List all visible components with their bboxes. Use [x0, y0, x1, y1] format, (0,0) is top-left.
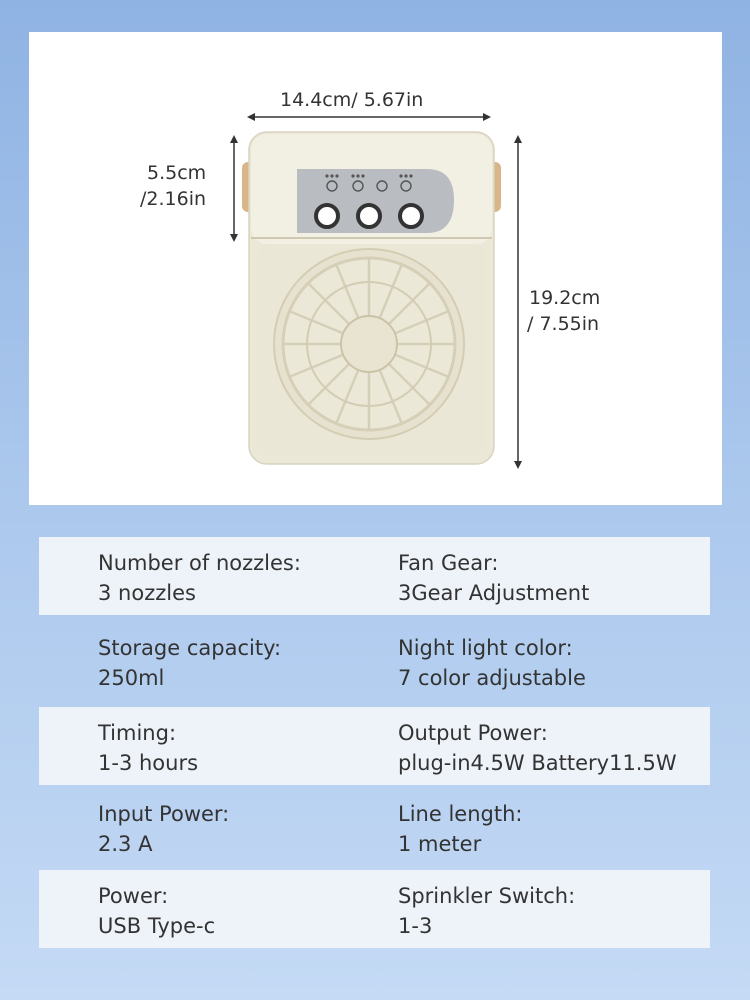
spec-label: Sprinkler Switch: — [398, 884, 576, 908]
spec-value: 1 meter — [398, 832, 482, 856]
spec-value: 3Gear Adjustment — [398, 581, 590, 605]
spec-label: Output Power: — [398, 721, 548, 745]
fan-hub — [341, 316, 397, 372]
spec-value: 1-3 hours — [98, 751, 199, 775]
spec-label: Fan Gear: — [398, 551, 499, 575]
spec-value: 3 nozzles — [98, 581, 196, 605]
spec-label: Input Power: — [98, 802, 230, 826]
spec-value: 250ml — [98, 666, 165, 690]
spec-value: USB Type-c — [98, 914, 216, 938]
spec-value: plug-in4.5W Battery11.5W — [398, 751, 677, 775]
control-buttons — [316, 205, 422, 227]
tank-height-label-cm: 5.5cm — [147, 162, 207, 184]
spec-row — [39, 622, 710, 700]
width-dimension-arrow — [247, 113, 491, 121]
spec-label: Line length: — [398, 802, 523, 826]
spec-value: 2.3 A — [98, 832, 153, 856]
width-dimension-label: 14.4cm/ 5.67in — [280, 89, 424, 111]
spec-row — [39, 788, 710, 866]
spec-label: Power: — [98, 884, 169, 908]
product-photo — [29, 32, 722, 505]
spec-label: Night light color: — [398, 636, 573, 660]
spec-label: Storage capacity: — [98, 636, 282, 660]
spec-row — [39, 537, 710, 615]
height-label-in: / 7.55in — [527, 313, 600, 335]
height-dimension-arrow — [514, 135, 522, 469]
spec-label: Number of nozzles: — [98, 551, 301, 575]
tank-height-dimension-arrow — [230, 135, 238, 242]
tank-height-label-in: /2.16in — [140, 188, 207, 210]
spec-row — [39, 707, 710, 785]
spec-value: 7 color adjustable — [398, 666, 586, 690]
spec-value: 1-3 — [398, 914, 433, 938]
spec-label: Timing: — [98, 721, 177, 745]
height-label-cm: 19.2cm — [529, 287, 601, 309]
spec-row — [39, 870, 710, 948]
